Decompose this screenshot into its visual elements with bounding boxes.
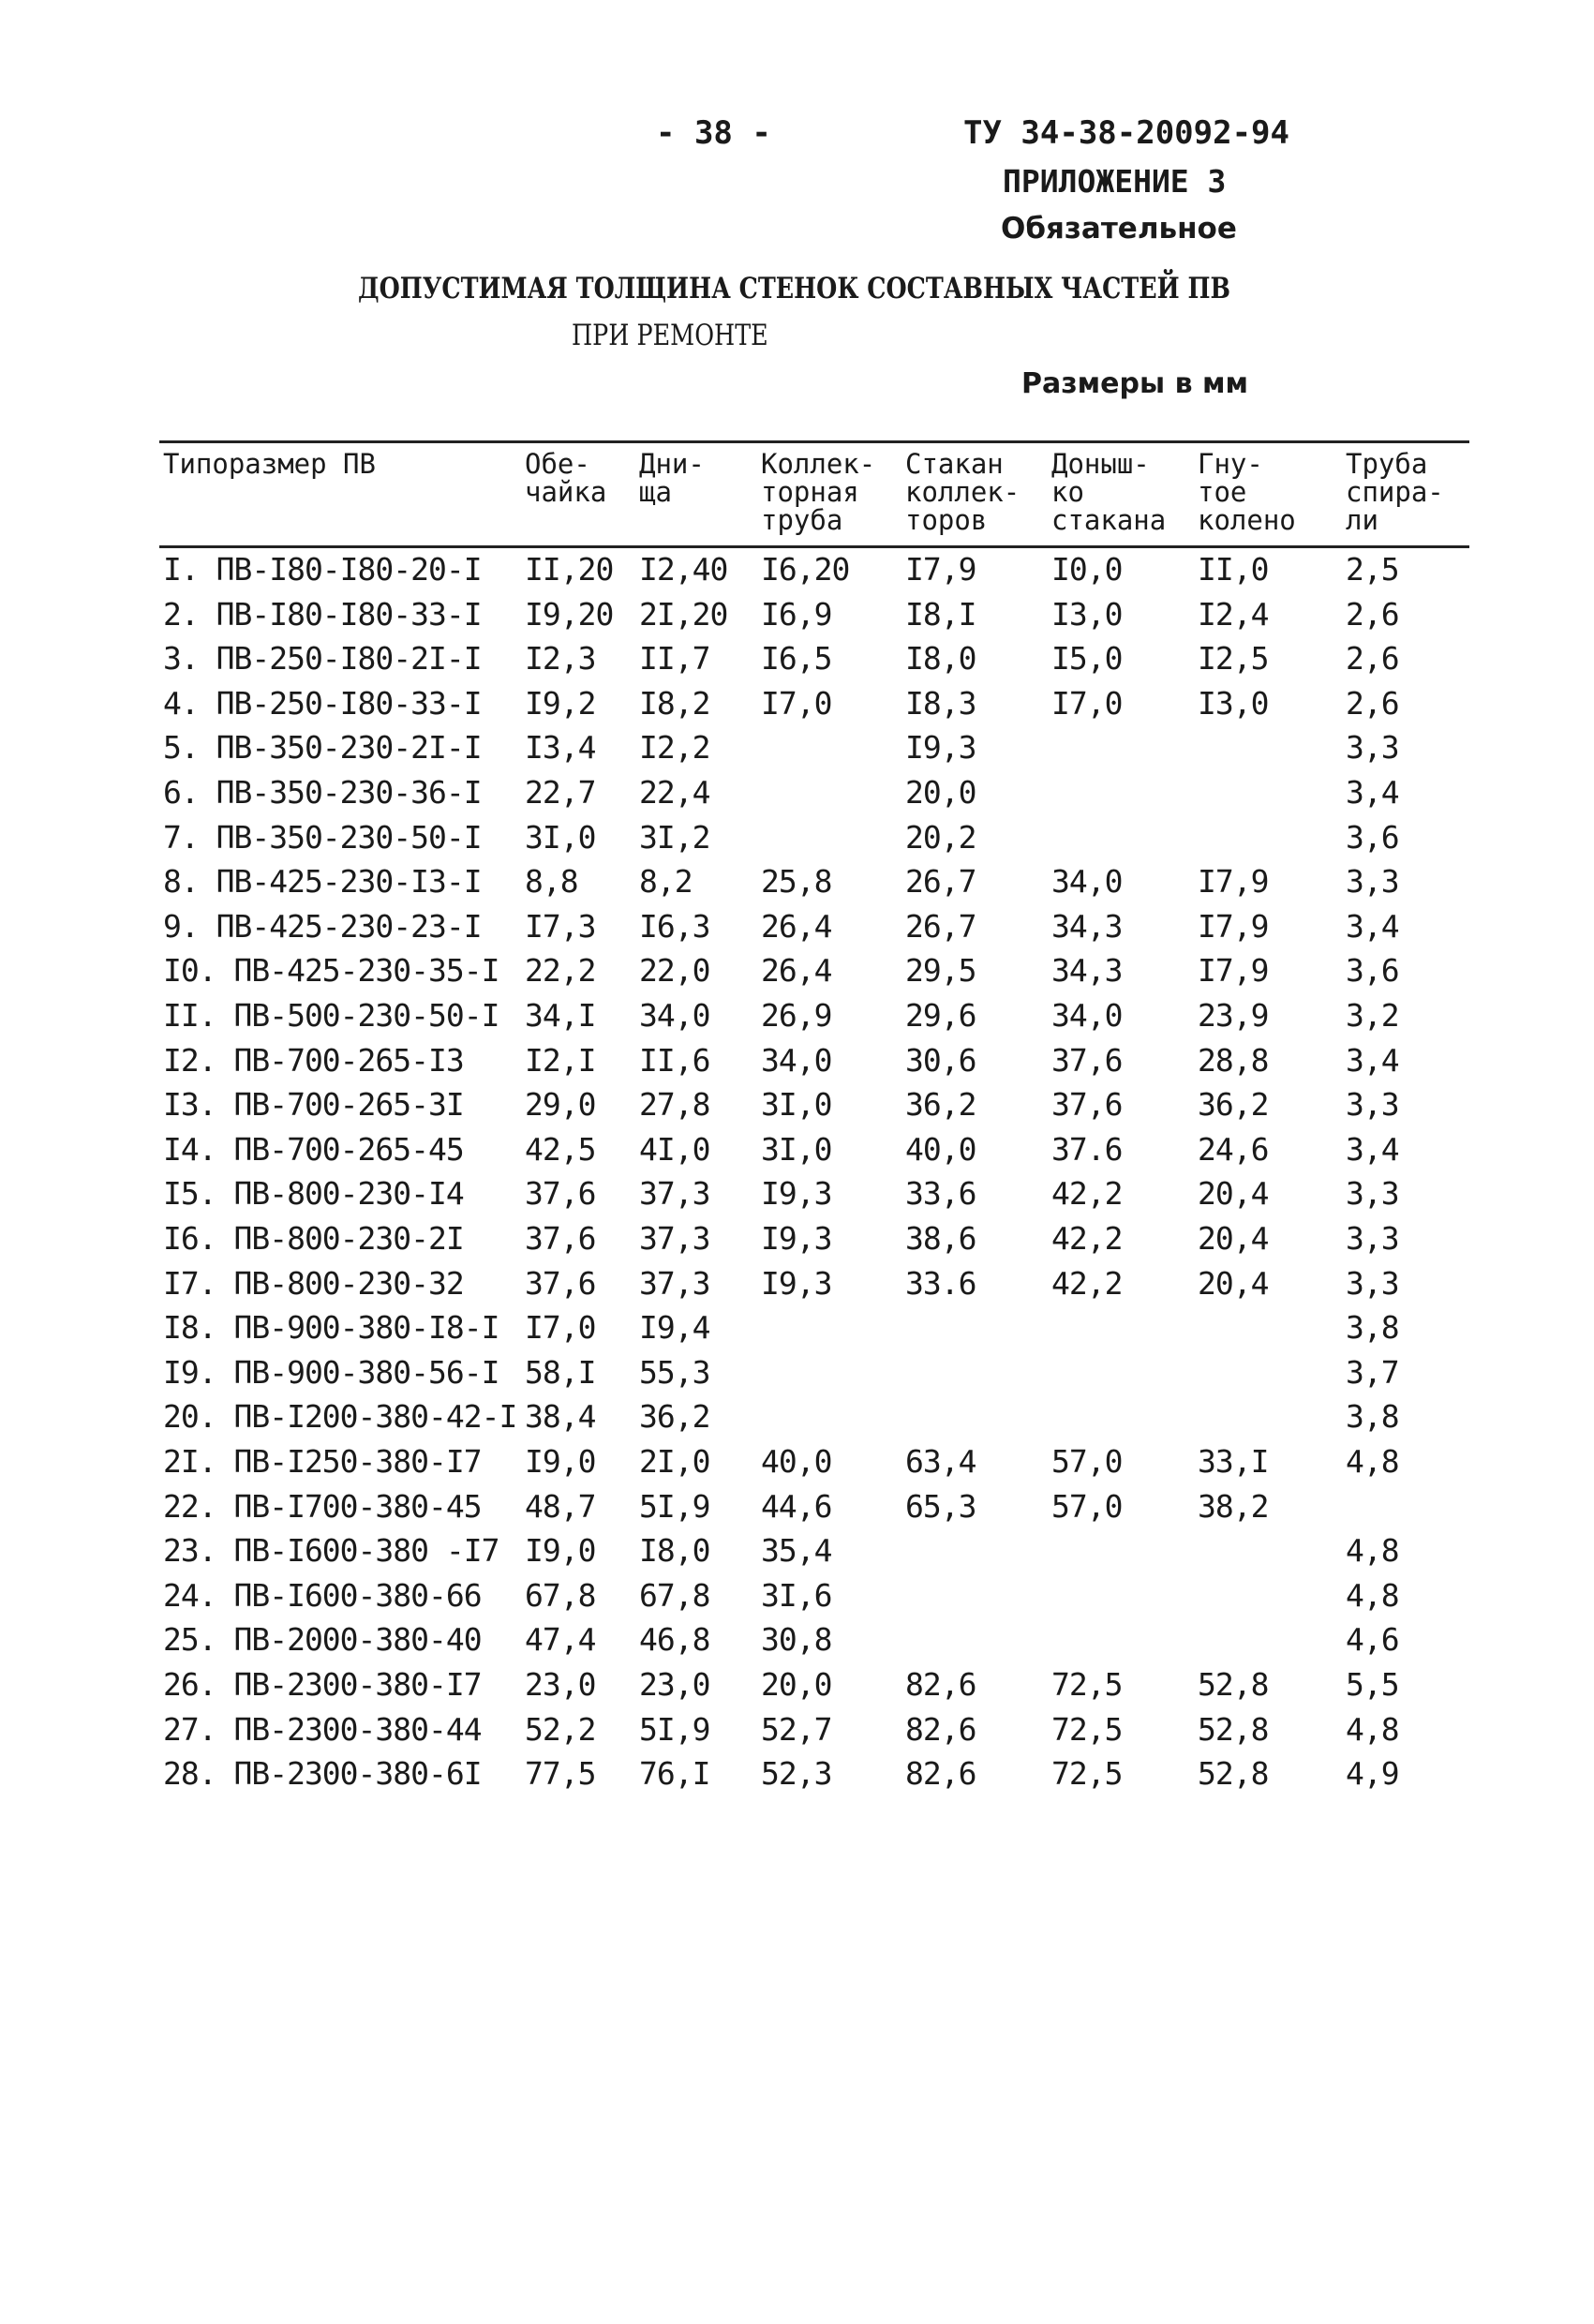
table-cell: I6,5 — [761, 640, 832, 678]
table-cell: 28,8 — [1198, 1041, 1269, 1079]
table-cell: 5I,9 — [639, 1487, 710, 1525]
table-cell: I5,0 — [1051, 640, 1123, 678]
table-cell: I9,3 — [761, 1220, 832, 1257]
table-cell: 3,8 — [1346, 1309, 1399, 1347]
row-type-size: 26. ПВ-2300-380-I7 — [163, 1666, 482, 1703]
table-cell: 27,8 — [639, 1086, 710, 1124]
table-cell: 63,4 — [905, 1443, 976, 1480]
table-cell: 30,8 — [761, 1621, 832, 1659]
table-cell: 72,5 — [1051, 1710, 1123, 1748]
table-cell: 26,7 — [905, 863, 976, 901]
table-cell: I0,0 — [1051, 551, 1123, 588]
table-cell: 26,4 — [761, 952, 832, 990]
header-type-size — [163, 450, 376, 478]
table-cell: 40,0 — [905, 1130, 976, 1168]
row-type-size: I3. ПВ-700-265-3I — [163, 1086, 464, 1124]
table-cell: 38,4 — [525, 1398, 596, 1436]
header-line: торов — [905, 504, 988, 536]
table-cell: 52,8 — [1198, 1666, 1269, 1703]
table-cell: 34,0 — [639, 997, 710, 1034]
table-cell: 20,2 — [905, 818, 976, 856]
row-type-size: 8. ПВ-425-230-I3-I — [163, 863, 482, 901]
table-cell: 52,3 — [761, 1755, 832, 1793]
table-cell: 35,4 — [761, 1532, 832, 1570]
table-cell: I7,9 — [1198, 907, 1269, 945]
table-cell: 3,3 — [1346, 863, 1399, 901]
table-cell: I8,3 — [905, 684, 976, 722]
header-line: коллек- — [905, 476, 1020, 508]
row-type-size: 2I. ПВ-I250-380-I7 — [163, 1443, 482, 1480]
table-cell: I6,9 — [761, 595, 832, 633]
table-cell: 3,8 — [1346, 1398, 1399, 1436]
table-cell: I9,3 — [761, 1175, 832, 1213]
table-cell: 76,I — [639, 1755, 710, 1793]
table-cell: 8,8 — [525, 863, 578, 901]
table-cell: 26,4 — [761, 907, 832, 945]
row-type-size: 4. ПВ-250-I80-33-I — [163, 684, 482, 722]
table-cell: 3,3 — [1346, 1086, 1399, 1124]
table-cell: 3I,0 — [525, 818, 596, 856]
table-cell: 3,4 — [1346, 1130, 1399, 1168]
table-cell: I9,3 — [905, 729, 976, 767]
table-cell: I2,4 — [1198, 595, 1269, 633]
table-cell: 3,3 — [1346, 729, 1399, 767]
table-cell: I2,3 — [525, 640, 596, 678]
table-cell: I8,0 — [905, 640, 976, 678]
header-line: ли — [1346, 504, 1378, 536]
table-cell: 3I,0 — [761, 1130, 832, 1168]
row-type-size: I. ПВ-I80-I80-20-I — [163, 551, 482, 588]
table-cell: 34,0 — [1051, 997, 1123, 1034]
table-cell: 22,4 — [639, 774, 710, 811]
header-cup-bottom — [1051, 450, 1166, 534]
table-cell: 22,0 — [639, 952, 710, 990]
table-cell: 36,2 — [1198, 1086, 1269, 1124]
table-cell: 22,7 — [525, 774, 596, 811]
table-cell: 2I,20 — [639, 595, 728, 633]
table-cell: I7,0 — [761, 684, 832, 722]
header-line: Стакан — [905, 448, 1004, 480]
table-cell: I3,4 — [525, 729, 596, 767]
row-type-size: 23. ПВ-I600-380 -I7 — [163, 1532, 499, 1570]
table-cell: 33,I — [1198, 1443, 1269, 1480]
table-cell: I7,3 — [525, 907, 596, 945]
table-cell: 29,6 — [905, 997, 976, 1034]
table-cell: 67,8 — [525, 1576, 596, 1614]
table-cell: 82,6 — [905, 1666, 976, 1703]
table-cell: 4,8 — [1346, 1576, 1399, 1614]
table-cell: 3I,2 — [639, 818, 710, 856]
table-cell: 37,6 — [1051, 1041, 1123, 1079]
table-cell: 26,9 — [761, 997, 832, 1034]
row-type-size: 9. ПВ-425-230-23-I — [163, 907, 482, 945]
table-cell: 4,8 — [1346, 1532, 1399, 1570]
header-spiral-pipe — [1346, 450, 1444, 534]
document-number: ТУ 34-38-20092-94 — [963, 114, 1289, 152]
table-cell: I3,0 — [1198, 684, 1269, 722]
table-cell: 29,0 — [525, 1086, 596, 1124]
header-line: колено — [1198, 504, 1296, 536]
table-cell: 67,8 — [639, 1576, 710, 1614]
table-cell: 4,6 — [1346, 1621, 1399, 1659]
table-cell: II,0 — [1198, 551, 1269, 588]
table-cell: 5,5 — [1346, 1666, 1399, 1703]
table-cell: 3I,0 — [761, 1086, 832, 1124]
table-cell: II,6 — [639, 1041, 710, 1079]
table-cell: 3,4 — [1346, 907, 1399, 945]
header-line: Доныш- — [1051, 448, 1150, 480]
table-cell: I7,0 — [525, 1309, 596, 1347]
table-cell: 5I,9 — [639, 1710, 710, 1748]
row-type-size: 22. ПВ-I700-380-45 — [163, 1487, 482, 1525]
table-cell: I8,2 — [639, 684, 710, 722]
table-cell: 38,6 — [905, 1220, 976, 1257]
table-cell: I9,0 — [525, 1532, 596, 1570]
table-cell: 38,2 — [1198, 1487, 1269, 1525]
table-cell: 37,6 — [525, 1264, 596, 1302]
table-top-rule — [159, 440, 1469, 443]
table-cell: 23,9 — [1198, 997, 1269, 1034]
table-cell: 57,0 — [1051, 1487, 1123, 1525]
table-cell: 52,8 — [1198, 1755, 1269, 1793]
row-type-size: 25. ПВ-2000-380-40 — [163, 1621, 482, 1659]
header-collector-pipe — [761, 450, 875, 534]
header-line: стакана — [1051, 504, 1167, 536]
table-cell: 34,3 — [1051, 952, 1123, 990]
units-note: Размеры в мм — [1021, 367, 1249, 400]
table-cell: 22,2 — [525, 952, 596, 990]
table-cell: 20,4 — [1198, 1220, 1269, 1257]
table-cell: 58,I — [525, 1353, 596, 1391]
table-cell: II,20 — [525, 551, 614, 588]
header-line: торная — [761, 476, 859, 508]
table-cell: I7,9 — [1198, 952, 1269, 990]
table-cell: 72,5 — [1051, 1666, 1123, 1703]
table-cell: 42,2 — [1051, 1264, 1123, 1302]
header-line: Типоразмер ПВ — [163, 448, 376, 480]
row-type-size: I6. ПВ-800-230-2I — [163, 1220, 464, 1257]
table-cell: I7,9 — [905, 551, 976, 588]
table-cell: 77,5 — [525, 1755, 596, 1793]
row-type-size: 2. ПВ-I80-I80-33-I — [163, 595, 482, 633]
table-cell: I2,40 — [639, 551, 728, 588]
table-cell: 3,4 — [1346, 774, 1399, 811]
header-line: Гну- — [1198, 448, 1263, 480]
table-cell: 52,8 — [1198, 1710, 1269, 1748]
row-type-size: I8. ПВ-900-380-I8-I — [163, 1309, 499, 1347]
table-cell: 37,3 — [639, 1264, 710, 1302]
header-line: Коллек- — [761, 448, 876, 480]
table-cell: 52,7 — [761, 1710, 832, 1748]
table-cell: 2,6 — [1346, 640, 1399, 678]
row-type-size: 3. ПВ-250-I80-2I-I — [163, 640, 482, 678]
row-type-size: 27. ПВ-2300-380-44 — [163, 1710, 482, 1748]
table-cell: 37,6 — [525, 1175, 596, 1213]
header-line: чайка — [525, 476, 607, 508]
table-cell: 3I,6 — [761, 1576, 832, 1614]
table-cell: 26,7 — [905, 907, 976, 945]
page-number: - 38 - — [656, 114, 771, 152]
table-cell: 48,7 — [525, 1487, 596, 1525]
table-cell: 3,4 — [1346, 1041, 1399, 1079]
table-cell: 36,2 — [905, 1086, 976, 1124]
table-cell: I3,0 — [1051, 595, 1123, 633]
table-cell: 37,6 — [525, 1220, 596, 1257]
table-cell: 42,2 — [1051, 1220, 1123, 1257]
table-cell: 82,6 — [905, 1710, 976, 1748]
header-line: Труба — [1346, 448, 1428, 480]
table-cell: 33,6 — [905, 1175, 976, 1213]
header-collector-cup — [905, 450, 1020, 534]
row-type-size: 6. ПВ-350-230-36-I — [163, 774, 482, 811]
header-line: Дни- — [639, 448, 705, 480]
table-cell: 37,3 — [639, 1175, 710, 1213]
row-type-size: II. ПВ-500-230-50-I — [163, 997, 499, 1034]
table-cell: I2,I — [525, 1041, 596, 1079]
table-cell: 37.6 — [1051, 1130, 1123, 1168]
table-cell: I9,2 — [525, 684, 596, 722]
table-cell: 47,4 — [525, 1621, 596, 1659]
table-header-rule — [159, 545, 1469, 548]
table-cell: 37,3 — [639, 1220, 710, 1257]
table-cell: 3,3 — [1346, 1220, 1399, 1257]
appendix-label: ПРИЛОЖЕНИЕ 3 — [1003, 163, 1227, 200]
table-cell: 4,9 — [1346, 1755, 1399, 1793]
table-cell: 3,6 — [1346, 952, 1399, 990]
table-cell: 29,5 — [905, 952, 976, 990]
table-title-line-1: ДОПУСТИМАЯ ТОЛЩИНА СТЕНОК СОСТАВНЫХ ЧАСТЕЙ ПВ — [358, 272, 1230, 305]
table-cell: 37,6 — [1051, 1086, 1123, 1124]
table-cell: 34,0 — [761, 1041, 832, 1079]
header-shell — [525, 450, 606, 506]
table-cell: I9,4 — [639, 1309, 710, 1347]
table-cell: 57,0 — [1051, 1443, 1123, 1480]
table-cell: 34,0 — [1051, 863, 1123, 901]
table-cell: 8,2 — [639, 863, 693, 901]
table-title-line-2: ПРИ РЕМОНТЕ — [572, 319, 768, 352]
row-type-size: I4. ПВ-700-265-45 — [163, 1130, 464, 1168]
row-type-size: 20. ПВ-I200-380-42-I — [163, 1398, 517, 1436]
table-cell: 23,0 — [639, 1666, 710, 1703]
table-cell: 46,8 — [639, 1621, 710, 1659]
table-cell: 3,3 — [1346, 1264, 1399, 1302]
table-cell: 4,8 — [1346, 1443, 1399, 1480]
row-type-size: I5. ПВ-800-230-I4 — [163, 1175, 464, 1213]
table-cell: 55,3 — [639, 1353, 710, 1391]
table-cell: 3,6 — [1346, 818, 1399, 856]
table-cell: 23,0 — [525, 1666, 596, 1703]
table-cell: 42,2 — [1051, 1175, 1123, 1213]
table-cell: 36,2 — [639, 1398, 710, 1436]
row-type-size: I0. ПВ-425-230-35-I — [163, 952, 499, 990]
table-cell: 20,4 — [1198, 1264, 1269, 1302]
row-type-size: I9. ПВ-900-380-56-I — [163, 1353, 499, 1391]
table-cell: I9,3 — [761, 1264, 832, 1302]
table-cell: 2,6 — [1346, 684, 1399, 722]
row-type-size: I7. ПВ-800-230-32 — [163, 1264, 464, 1302]
table-cell: 3,3 — [1346, 1175, 1399, 1213]
header-line: ща — [639, 476, 672, 508]
table-cell: 3,2 — [1346, 997, 1399, 1034]
table-cell: I8,0 — [639, 1532, 710, 1570]
table-cell: 20,0 — [905, 774, 976, 811]
table-cell: 72,5 — [1051, 1755, 1123, 1793]
table-cell: 44,6 — [761, 1487, 832, 1525]
table-cell: 82,6 — [905, 1755, 976, 1793]
table-cell: 2,6 — [1346, 595, 1399, 633]
table-cell: I6,20 — [761, 551, 850, 588]
header-bent-knee — [1198, 450, 1296, 534]
table-cell: 65,3 — [905, 1487, 976, 1525]
table-cell: 24,6 — [1198, 1130, 1269, 1168]
row-type-size: 24. ПВ-I600-380-66 — [163, 1576, 482, 1614]
table-cell: I6,3 — [639, 907, 710, 945]
row-type-size: I2. ПВ-700-265-I3 — [163, 1041, 464, 1079]
table-cell: I9,0 — [525, 1443, 596, 1480]
table-cell: 3,7 — [1346, 1353, 1399, 1391]
table-cell: 4,8 — [1346, 1710, 1399, 1748]
table-cell: I9,20 — [525, 595, 614, 633]
mandatory-label: Обязательное — [1001, 212, 1237, 246]
table-cell: 52,2 — [525, 1710, 596, 1748]
table-cell: 20,4 — [1198, 1175, 1269, 1213]
table-cell: 34,I — [525, 997, 596, 1034]
row-type-size: 5. ПВ-350-230-2I-I — [163, 729, 482, 767]
table-cell: 2,5 — [1346, 551, 1399, 588]
table-cell: I2,2 — [639, 729, 710, 767]
table-cell: 4I,0 — [639, 1130, 710, 1168]
header-line: ко — [1051, 476, 1084, 508]
table-cell: 33.6 — [905, 1264, 976, 1302]
table-cell: 34,3 — [1051, 907, 1123, 945]
table-cell: 25,8 — [761, 863, 832, 901]
table-cell: I7,0 — [1051, 684, 1123, 722]
table-cell: 40,0 — [761, 1443, 832, 1480]
table-cell: 42,5 — [525, 1130, 596, 1168]
header-line: труба — [761, 504, 843, 536]
table-cell: I2,5 — [1198, 640, 1269, 678]
table-cell: II,7 — [639, 640, 710, 678]
table-cell: 2I,0 — [639, 1443, 710, 1480]
table-cell: I7,9 — [1198, 863, 1269, 901]
header-bottom — [639, 450, 705, 506]
row-type-size: 28. ПВ-2300-380-6I — [163, 1755, 482, 1793]
row-type-size: 7. ПВ-350-230-50-I — [163, 818, 482, 856]
header-line: спира- — [1346, 476, 1444, 508]
header-line: тое — [1198, 476, 1247, 508]
table-cell: 30,6 — [905, 1041, 976, 1079]
table-cell: 20,0 — [761, 1666, 832, 1703]
header-line: Обе- — [525, 448, 590, 480]
table-cell: I8,I — [905, 595, 976, 633]
